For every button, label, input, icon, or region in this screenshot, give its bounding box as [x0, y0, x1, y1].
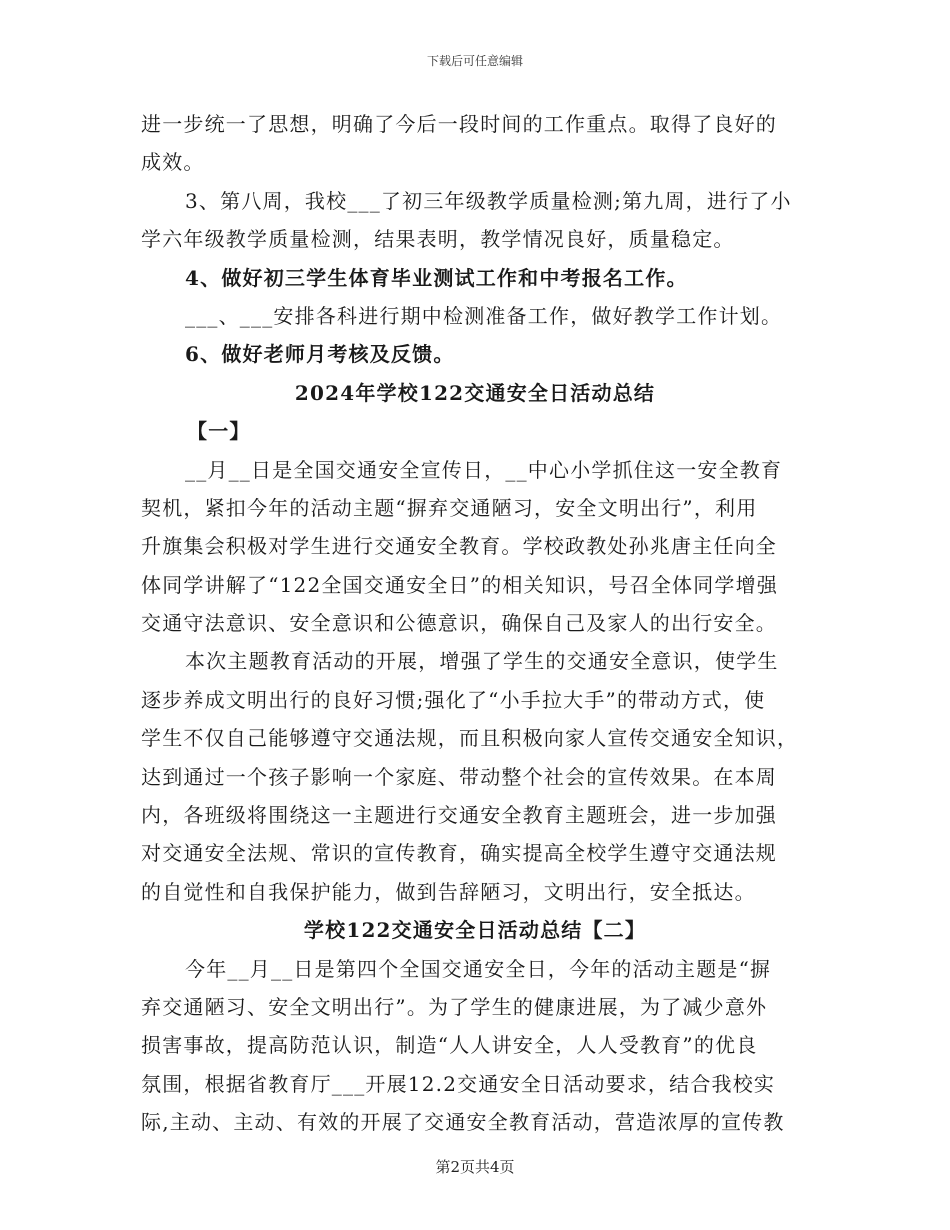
page-number: 第2页共4页 — [435, 1158, 515, 1176]
paragraph-line: 进一步统一了思想，明确了今后一段时间的工作重点。取得了良好的 — [141, 112, 777, 136]
document-body — [141, 105, 809, 1142]
paragraph-line: 损害事故，提高防范认识，制造“人人讲安全，人人受教育”的优良 — [141, 1033, 758, 1058]
paragraph-line: ___、___安排各科进行期中检测准备工作，做好教学工作计划。 — [185, 303, 783, 328]
header-note: 下载后可任意编辑 — [426, 54, 523, 68]
bold-list-item: 4、做好初三学生体育毕业测试工作和中考报名工作。 — [185, 265, 688, 290]
paragraph-line: 逐步养成文明出行的良好习惯;强化了“小手拉大手”的带动方式，使 — [141, 687, 766, 712]
paragraph-line: 契机，紧扣今年的活动主题“摒弃交通陋习，安全文明出行”，利用 — [141, 495, 758, 520]
paragraph-line: 对交通安全法规、常识的宣传教育，确实提高全校学生遵守交通法规 — [141, 841, 777, 866]
paragraph-line: 本次主题教育活动的开展，增强了学生的交通安全意识，使学生 — [185, 649, 779, 674]
section-subtitle: 【一】 — [187, 419, 251, 444]
paragraph-line: 学生不仅自己能够遵守交通法规，而且积极向家人宣传交通安全知识， — [141, 726, 799, 751]
paragraph-line: 的自觉性和自我保护能力，做到告辞陋习，文明出行，安全抵达。 — [141, 879, 756, 904]
section-title: 2024年学校122交通安全日活动总结 — [294, 380, 656, 405]
paragraph-line: __月__日是全国交通安全宣传日，__中心小学抓住这一安全教育 — [185, 457, 783, 482]
paragraph-line: 达到通过一个孩子影响一个家庭、带动整个社会的宣传效果。在本周 — [141, 764, 777, 789]
paragraph-line: 际,主动、主动、有效的开展了交通安全教育活动，营造浓厚的宣传教 — [141, 1110, 785, 1135]
paragraph-line: 交通守法意识、安全意识和公德意识，确保自己及家人的出行安全。 — [141, 611, 777, 636]
paragraph-line: 成效。 — [141, 150, 205, 175]
paragraph-line: 弃交通陋习、安全文明出行”。为了学生的健康进展，为了减少意外 — [141, 994, 768, 1019]
bold-list-item: 6、做好老师月考核及反馈。 — [185, 342, 455, 367]
paragraph-line: 学六年级教学质量检测，结果表明，教学情况良好，质量稳定。 — [141, 227, 735, 252]
section-title: 学校122交通安全日活动总结【二】 — [303, 918, 647, 943]
paragraph-line: 体同学讲解了“122全国交通安全日”的相关知识，号召全体同学增强 — [141, 572, 779, 597]
paragraph-line: 内，各班级将围绕这一主题进行交通安全教育主题班会，进一步加强 — [141, 803, 777, 828]
paragraph-line: 升旗集会积极对学生进行交通安全教育。学校政教处孙兆唐主任向全 — [141, 534, 777, 559]
paragraph-line: 氛围，根据省教育厅___开展12.2交通安全日活动要求，结合我校实 — [141, 1071, 776, 1096]
paragraph-line: 今年__月__日是第四个全国交通安全日，今年的活动主题是“摒 — [185, 956, 772, 981]
paragraph-line: 3、第八周，我校___了初三年级教学质量检测;第九周，进行了小 — [185, 188, 792, 213]
